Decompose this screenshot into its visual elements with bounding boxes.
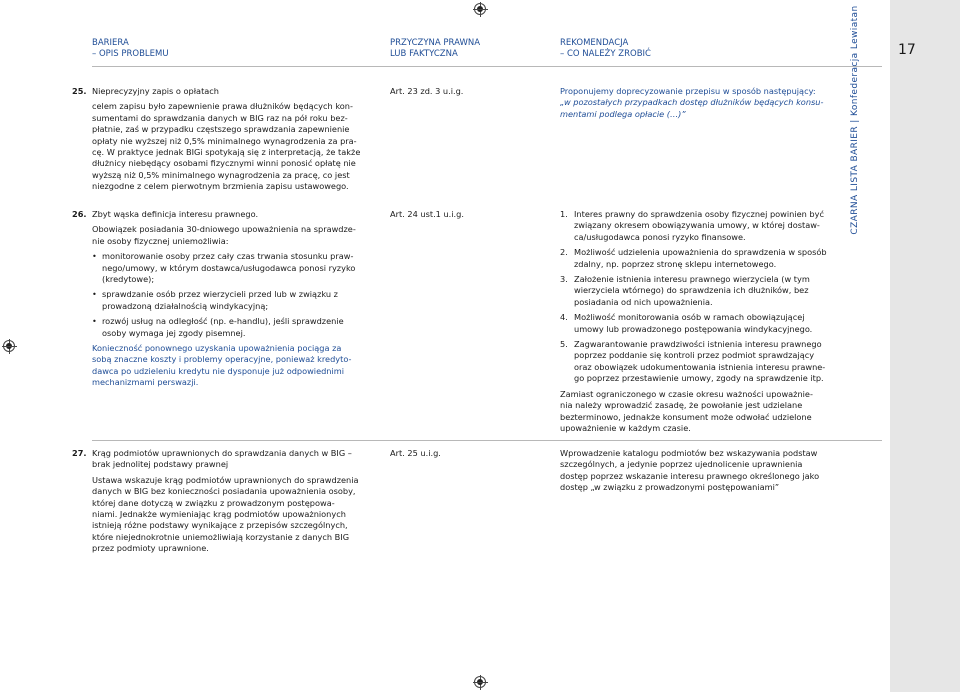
text-line bbox=[560, 97, 860, 108]
list-number: 1. bbox=[560, 209, 568, 219]
text-line: • rozwój usług na odległość (np. e-handlu), jeśli sprawdzenie bbox=[102, 316, 344, 327]
rec-list-item bbox=[560, 247, 860, 270]
bullet-item bbox=[92, 289, 382, 312]
rec-list-item bbox=[560, 312, 860, 335]
text-line: Obowiązek posiadania 30-dniowego upoważnienia na sprawdze- bbox=[92, 224, 356, 235]
list-number: 3. bbox=[560, 274, 568, 285]
text-line: niami. Jednakże wymieniając krąg podmiotów upoważnionych bbox=[92, 509, 346, 520]
text-line: Zagwarantowanie prawdziwości istnienia interesu prawnego bbox=[574, 339, 822, 350]
text-line: przez podmioty uprawnione. bbox=[92, 543, 209, 554]
header-col-1-subtitle: – OPIS PROBLEMU bbox=[92, 48, 169, 59]
header-col-2 bbox=[390, 38, 480, 59]
text-line: poprzez poddanie się kontroli przez podmiot sprawdzający bbox=[574, 350, 815, 361]
text-line: upoważnienie w każdym czasie. bbox=[560, 422, 691, 433]
text-line: bezterminowo, jednakże konsument może odwołać udzielone bbox=[560, 411, 812, 422]
text-line: brak jednolitej podstawy prawnej bbox=[92, 459, 229, 470]
text-line: Ustawa wskazuje krąg podmiotów uprawnionych do sprawdzenia bbox=[92, 474, 359, 485]
list-number: 4. bbox=[560, 312, 568, 323]
header-col-2-subtitle: LUB FAKTYCZNA bbox=[390, 48, 458, 59]
item-number: 27. bbox=[72, 448, 87, 458]
item-27-title bbox=[92, 448, 382, 471]
header-divider bbox=[92, 66, 882, 67]
text-line: Proponujemy doprecyzowanie przepisu w sposób następujący: bbox=[560, 86, 816, 96]
rec-list-item bbox=[560, 339, 860, 385]
item-25-problem bbox=[92, 86, 382, 193]
text-line: niezgodne z celem pierwotnym brzmienia zapisu ustawowego. bbox=[92, 181, 349, 192]
text-line: celem zapisu było zapewnienie prawa dłużników będących kon- bbox=[92, 101, 353, 112]
header-col-1 bbox=[92, 38, 169, 59]
item-25-title: Nieprecyzyjny zapis o opłatach bbox=[92, 86, 219, 96]
text-line: dostęp „w związku z prowadzonymi postępowaniami” bbox=[560, 482, 780, 493]
text-line: Wprowadzenie katalogu podmiotów bez wskazywania podstaw bbox=[560, 448, 818, 458]
text-line: dostęp poprzez wskazanie interesu prawnego określonego jako bbox=[560, 470, 820, 481]
rec-list-item bbox=[560, 209, 860, 243]
bullet-item bbox=[92, 316, 382, 339]
text-line: płatnie, zaś w przypadku częstszego sprawdzania zapewnienie bbox=[92, 124, 350, 135]
text-line: sobą znaczne koszty i problemy operacyjne, ponieważ kredyto- bbox=[92, 354, 352, 365]
rec-list-item bbox=[560, 274, 860, 308]
registration-mark-left bbox=[3, 340, 15, 352]
text-line: danych w BIG bez konieczności posiadania upoważnienia osoby, bbox=[92, 486, 356, 497]
text-line: prowadzoną działalnością windykacyjną; bbox=[102, 300, 269, 311]
text-line: umowy lub prowadzonego postępowania windykacyjnego. bbox=[574, 323, 813, 334]
text-line: cę. W praktyce jednak BIGi spotykają się z interpretacją, że także bbox=[92, 147, 361, 158]
registration-mark-top bbox=[474, 3, 486, 15]
text-line: Założenie istnienia interesu prawnego wierzyciela (w tym bbox=[574, 274, 810, 285]
text-line: zdalny, np. poprzez stronę sklepu internetowego. bbox=[574, 258, 777, 269]
item-number: 26. bbox=[72, 209, 87, 219]
item-26-recommendation bbox=[560, 209, 860, 434]
bullet-item bbox=[92, 251, 382, 285]
text-line: Krąg podmiotów uprawnionych do sprawdzania danych w BIG – bbox=[92, 448, 352, 458]
item-26-title: Zbyt wąska definicja interesu prawnego. bbox=[92, 209, 259, 219]
text-line: związany okresem obowiązywania umowy, w której dostaw- bbox=[574, 220, 820, 231]
text-line: nego/umowy, w którym dostawca/usługodawca ponosi ryzyko bbox=[102, 262, 356, 273]
item-25-recommendation bbox=[560, 86, 860, 120]
quote-line: mentami podlega opłacie (…)” bbox=[560, 108, 686, 119]
text-line: istnieją różne podstawy wynikające z przepisów szczególnych, bbox=[92, 520, 348, 531]
text-line: • sprawdzanie osób przez wierzycieli przed lub w związku z bbox=[102, 289, 338, 300]
text-line: której dane dotyczą w związku z prowadzonym postępowa- bbox=[92, 497, 335, 508]
text-line: dłużnicy niebędący osobami fizycznymi winni ponosić opłatę nie bbox=[92, 158, 356, 169]
text-line: nia należy wprowadzić zasadę, że powołanie jest udzielane bbox=[560, 400, 803, 411]
section-divider bbox=[92, 440, 882, 441]
item-27-recommendation bbox=[560, 448, 860, 494]
text-line bbox=[560, 109, 860, 120]
item-number: 25. bbox=[72, 86, 87, 96]
header-col-3-title: REKOMENDACJA bbox=[560, 38, 629, 48]
quote-line: „w pozostałych przypadkach dostęp dłużników będących konsu- bbox=[560, 97, 824, 108]
header-col-3-subtitle: – CO NALEŻY ZROBIĆ bbox=[560, 48, 651, 59]
text-line: wierzyciela wtórnego) do sprawdzenia ich dłużników, bez bbox=[574, 285, 809, 296]
list-number: 5. bbox=[560, 339, 568, 350]
list-number: 2. bbox=[560, 247, 568, 258]
header-col-2-title: PRZYCZYNA PRAWNA bbox=[390, 38, 481, 48]
text-line: Możliwość monitorowania osób w ramach obowiązującej bbox=[574, 312, 805, 323]
text-line: oraz obowiązek udokumentowania istnienia interesu prawne- bbox=[574, 361, 826, 372]
text-line: Możliwość udzielenia upoważnienia do sprawdzenia w sposób bbox=[574, 247, 827, 258]
text-line: które niejednokrotnie uniemożliwiają korzystanie z danych BIG bbox=[92, 531, 350, 542]
item-25-law: Art. 23 zd. 3 u.i.g. bbox=[390, 86, 464, 96]
item-27-law: Art. 25 u.i.g. bbox=[390, 448, 441, 458]
header-col-1-title: BARIERA bbox=[92, 38, 129, 48]
text-line: nie osoby fizycznej uniemożliwia: bbox=[92, 235, 229, 246]
text-line: osoby wymaga jej zgody pisemnej. bbox=[102, 327, 246, 338]
text-line: szczególnych, a jedynie poprzez ujednolicenie uprawnienia bbox=[560, 459, 803, 470]
text-line: Konieczność ponownego uzyskania upoważnienia pociąga za bbox=[92, 343, 342, 354]
text-line: Interes prawny do sprawdzenia osoby fizycznej powinien być bbox=[574, 209, 824, 219]
item-27-problem bbox=[92, 448, 382, 555]
page-number: 17 bbox=[898, 42, 916, 58]
registration-mark-bottom bbox=[474, 676, 486, 688]
text-line: Zamiast ograniczonego w czasie okresu ważności upoważnie- bbox=[560, 388, 813, 399]
text-line: opłaty nie wyższej niż 0,5% minimalnego wynagrodzenia za pra- bbox=[92, 135, 357, 146]
text-line: go poprzez przestawienie umowy, zgody na sprawdzenie itp. bbox=[574, 373, 824, 384]
text-line: posiadania od nich upoważnienia. bbox=[574, 296, 713, 307]
text-line: (kredytowe); bbox=[102, 274, 155, 285]
header-col-3 bbox=[560, 38, 651, 59]
text-line: ca/usługodawca ponosi ryzyko finansowe. bbox=[574, 231, 746, 242]
item-26-law: Art. 24 ust.1 u.i.g. bbox=[390, 209, 464, 219]
text-line: mechanizmami perswazji. bbox=[92, 377, 199, 388]
item-26-problem bbox=[92, 209, 382, 389]
side-bar bbox=[890, 0, 960, 692]
text-line: • monitorowanie osoby przez cały czas trwania stosunku praw- bbox=[102, 251, 354, 262]
text-line: wyższą niż 0,5% minimalnego wynagrodzenia za pracę, co jest bbox=[92, 169, 350, 180]
text-line: sumentami do sprawdzania danych w BIG raz na pół roku bez- bbox=[92, 112, 348, 123]
text-line: dawca po udzieleniu kredytu nie dysponuje już odpowiednimi bbox=[92, 365, 345, 376]
side-title: CZARNA LISTA BARIER | Konfederacja Lewiatan bbox=[850, 5, 860, 235]
